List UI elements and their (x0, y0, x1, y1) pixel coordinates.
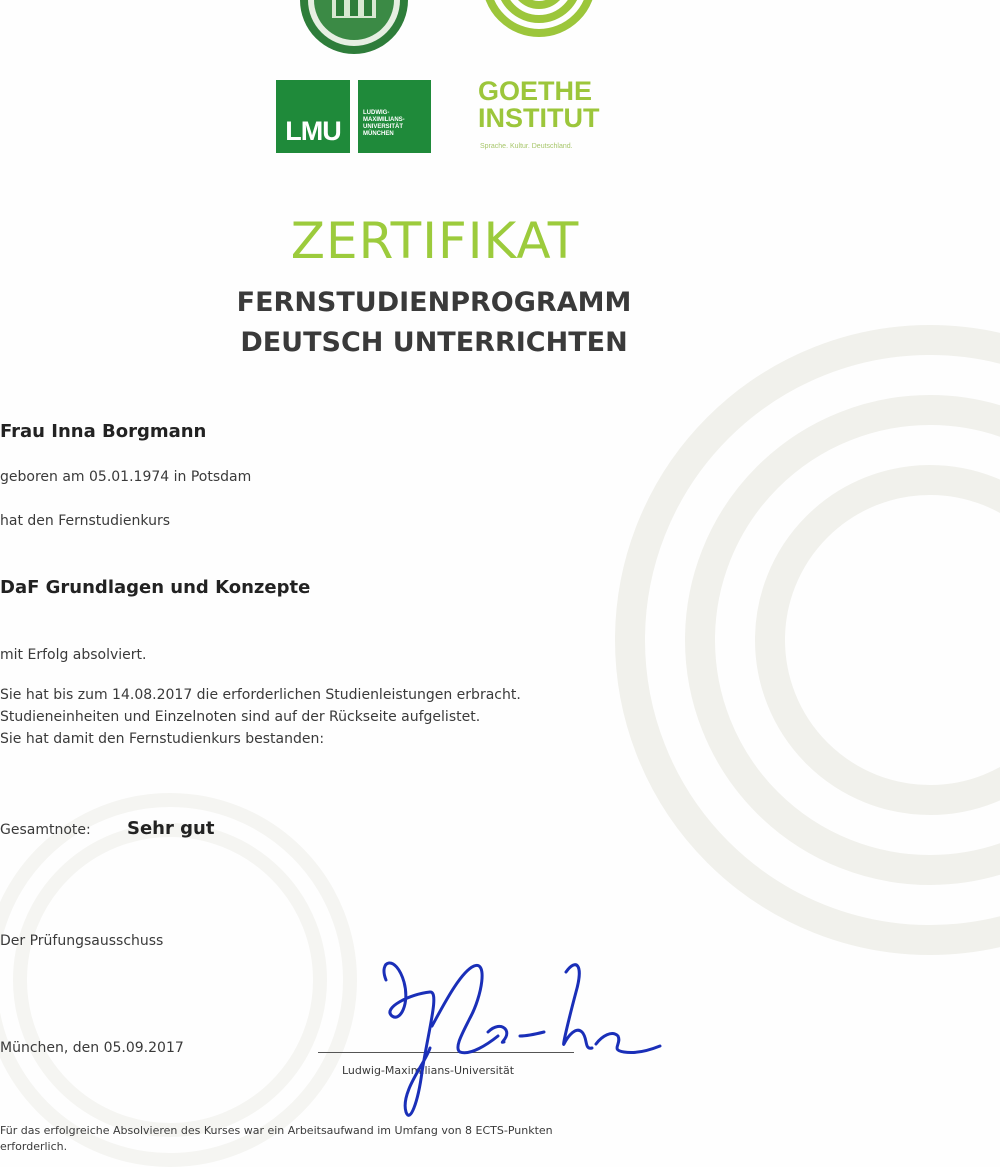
detail-line: Sie hat damit den Fernstudienkurs bestanden: (0, 731, 325, 747)
detail-line: Sie hat bis zum 14.08.2017 die erforderlichen Studienleistungen erbracht. (0, 687, 521, 703)
lmu-logo (276, 80, 431, 153)
lmu-name: LUDWIG- MAXIMILIANS- UNIVERSITÄT MÜNCHEN (358, 80, 431, 153)
footnote-line: erforderlich. (0, 1140, 68, 1153)
birth-line: geboren am 05.01.1974 in Potsdam (0, 469, 252, 485)
program-title-line1: FERNSTUDIENPROGRAMM (236, 287, 632, 318)
completion-line: mit Erfolg absolviert. (0, 647, 147, 663)
goethe-tagline: Sprache. Kultur. Deutschland. (480, 143, 573, 150)
goethe-name: GOETHE INSTITUT (478, 76, 600, 133)
committee-label: Der Prüfungsausschuss (0, 933, 164, 949)
certificate-title: ZERTIFIKAT (290, 212, 580, 270)
course-name: DaF Grundlagen und Konzepte (0, 577, 311, 598)
place-date: München, den 05.09.2017 (0, 1040, 184, 1056)
recipient-name: Frau Inna Borgmann (0, 421, 207, 442)
handwritten-signature (370, 952, 670, 1132)
lmu-mark: LMU (276, 80, 350, 153)
detail-line: Studieneinheiten und Einzelnoten sind auf der Rückseite aufgelistet. (0, 709, 481, 725)
university-seal-icon (296, 0, 412, 58)
signature-caption: Ludwig-Maximilians-Universität (342, 1064, 515, 1077)
footnote-line: Für das erfolgreiche Absolvieren des Kurses war ein Arbeitsaufwand im Umfang von 8 ECTS-Punkten (0, 1124, 553, 1137)
program-title-line2: DEUTSCH UNTERRICHTEN (240, 327, 628, 358)
goethe-arcs-icon (480, 0, 598, 60)
intro-line: hat den Fernstudienkurs (0, 513, 171, 529)
grade-label: Gesamtnote: (0, 822, 91, 838)
grade-value: Sehr gut (127, 818, 215, 839)
